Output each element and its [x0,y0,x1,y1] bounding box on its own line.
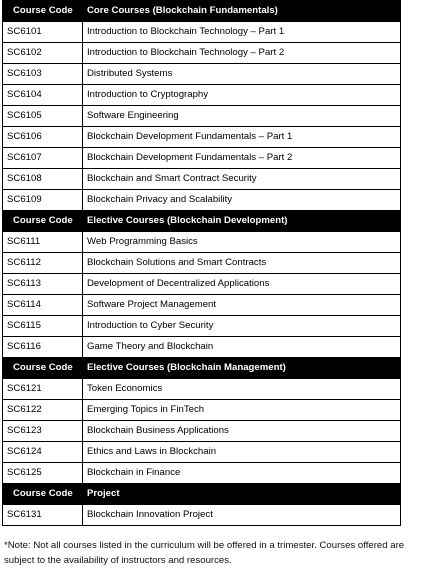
course-code: SC6112 [3,253,83,274]
course-code: SC6101 [3,22,83,43]
course-code: SC6102 [3,43,83,64]
section-title: Elective Courses (Blockchain Management) [83,358,401,379]
course-name: Emerging Topics in FinTech [83,400,401,421]
course-name: Introduction to Blockchain Technology – Part 2 [83,43,401,64]
course-code: SC6113 [3,274,83,295]
course-row [3,106,401,127]
course-row [3,379,401,400]
section-title: Elective Courses (Blockchain Development) [83,211,401,232]
course-name: Token Economics [83,379,401,400]
section-title: Project [83,484,401,505]
course-row [3,148,401,169]
course-code-header: Course Code [3,484,83,505]
course-row [3,64,401,85]
course-row [3,169,401,190]
course-row [3,190,401,211]
course-row [3,295,401,316]
course-code-header: Course Code [3,1,83,22]
course-row [3,253,401,274]
course-row [3,442,401,463]
course-code: SC6108 [3,169,83,190]
course-name: Blockchain and Smart Contract Security [83,169,401,190]
course-name: Software Project Management [83,295,401,316]
course-row [3,85,401,106]
section-header-row [3,358,401,379]
course-row [3,463,401,484]
course-row [3,22,401,43]
section-header-row [3,484,401,505]
course-row [3,505,401,526]
course-code: SC6104 [3,85,83,106]
course-name: Software Engineering [83,106,401,127]
course-code: SC6125 [3,463,83,484]
course-name: Development of Decentralized Applications [83,274,401,295]
course-name: Blockchain Solutions and Smart Contracts [83,253,401,274]
course-row [3,127,401,148]
course-row [3,274,401,295]
course-name: Distributed Systems [83,64,401,85]
footnote: *Note: Not all courses listed in the curriculum will be offered in a trimester. Courses offered are subject to the availability of instructors and resources. [4,540,405,566]
course-code: SC6105 [3,106,83,127]
course-row [3,337,401,358]
curriculum-table-body [3,1,401,526]
course-code: SC6109 [3,190,83,211]
course-code-header: Course Code [3,358,83,379]
course-name: Introduction to Cryptography [83,85,401,106]
section-title: Core Courses (Blockchain Fundamentals) [83,1,401,22]
curriculum-table [2,0,401,526]
course-code: SC6103 [3,64,83,85]
course-code: SC6121 [3,379,83,400]
course-name: Blockchain Innovation Project [83,505,401,526]
course-code: SC6107 [3,148,83,169]
course-name: Blockchain Business Applications [83,421,401,442]
course-code: SC6124 [3,442,83,463]
section-header-row [3,211,401,232]
course-name: Introduction to Blockchain Technology – Part 1 [83,22,401,43]
course-row [3,421,401,442]
course-name: Blockchain in Finance [83,463,401,484]
course-name: Ethics and Laws in Blockchain [83,442,401,463]
course-row [3,316,401,337]
course-code: SC6116 [3,337,83,358]
course-code: SC6122 [3,400,83,421]
course-name: Game Theory and Blockchain [83,337,401,358]
course-code: SC6123 [3,421,83,442]
course-name: Blockchain Development Fundamentals – Part 2 [83,148,401,169]
course-name: Blockchain Development Fundamentals – Part 1 [83,127,401,148]
course-code: SC6115 [3,316,83,337]
course-row [3,43,401,64]
course-row [3,400,401,421]
course-code: SC6131 [3,505,83,526]
course-code: SC6106 [3,127,83,148]
section-header-row [3,1,401,22]
course-name: Web Programming Basics [83,232,401,253]
course-code: SC6111 [3,232,83,253]
course-name: Blockchain Privacy and Scalability [83,190,401,211]
curriculum-table-container [2,0,400,526]
course-row [3,232,401,253]
course-code-header: Course Code [3,211,83,232]
course-code: SC6114 [3,295,83,316]
course-name: Introduction to Cyber Security [83,316,401,337]
